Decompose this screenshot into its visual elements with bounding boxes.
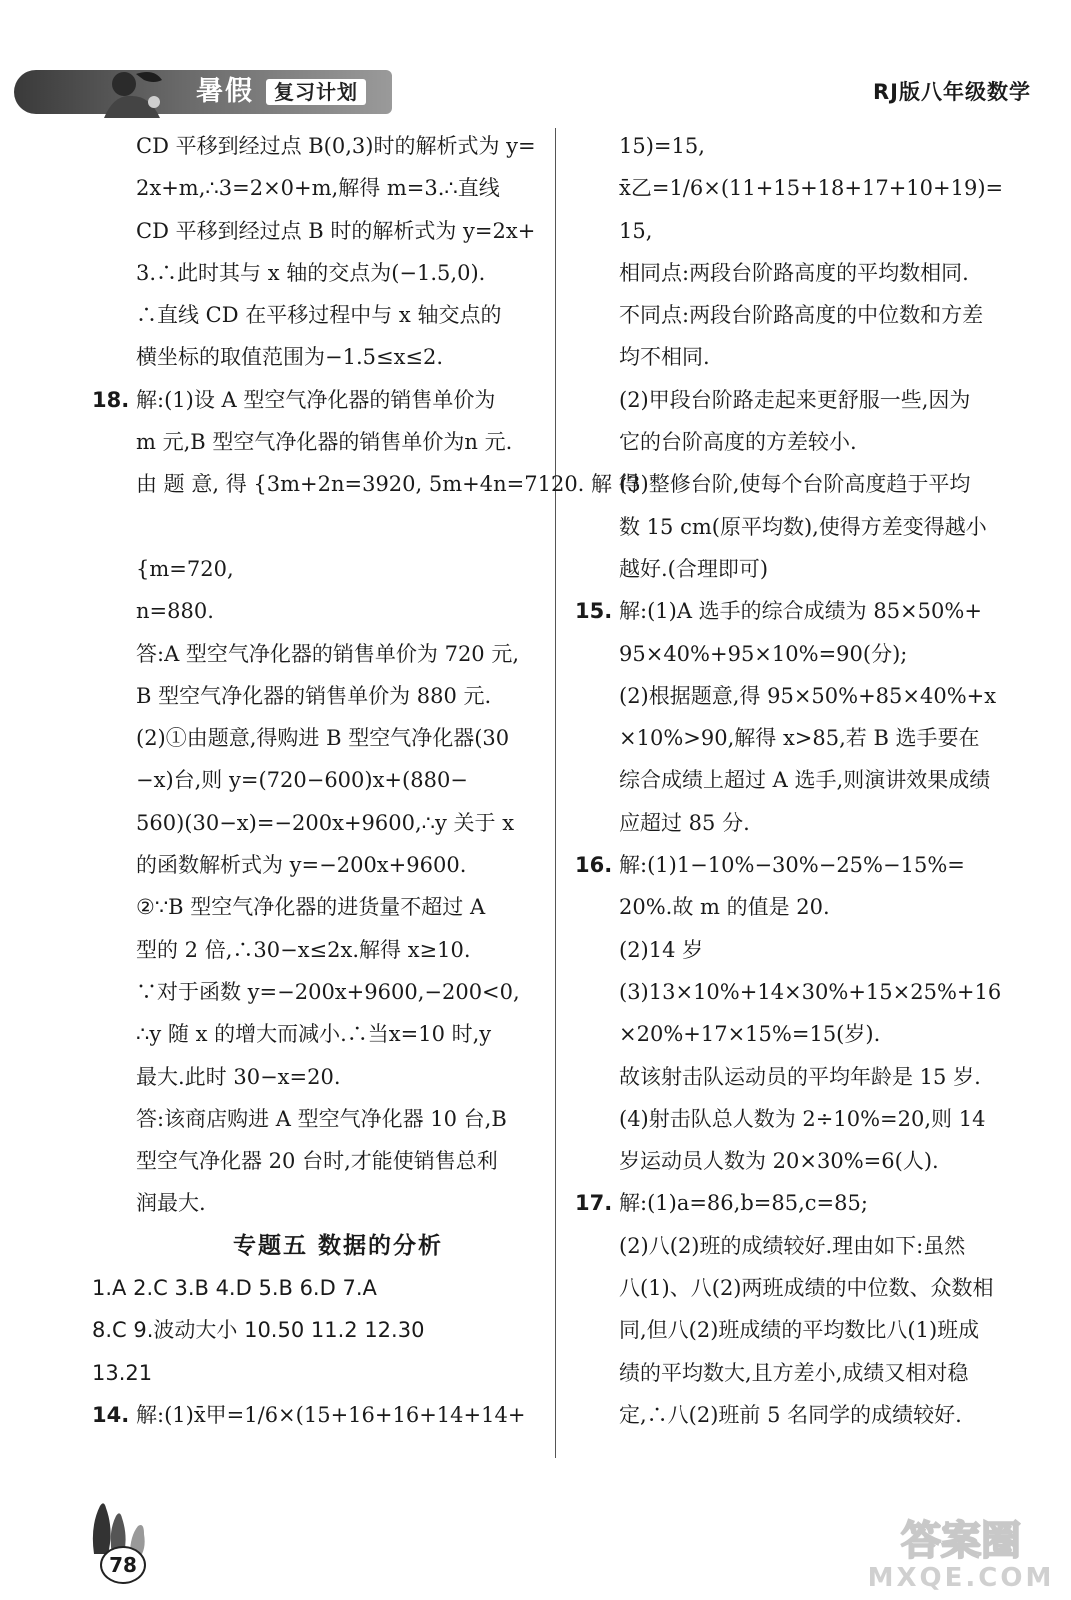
text-line xyxy=(575,167,1031,209)
text-line xyxy=(575,1013,1031,1055)
line-text: (2)①由题意,得购进 B 型空气净化器(30 xyxy=(136,726,510,751)
line-text: 它的台阶高度的方差较小. xyxy=(619,430,857,455)
line-text: 专题五 数据的分析 xyxy=(232,1232,443,1259)
line-text: m 元,B 型空气净化器的销售单价为n 元. xyxy=(136,430,513,455)
text-line xyxy=(575,633,1031,675)
text-line xyxy=(575,1098,1031,1140)
line-text: CD 平移到经过点 B(0,3)时的解析式为 y= xyxy=(136,134,536,158)
text-line xyxy=(92,675,540,717)
line-text: 解:(1)A 选手的综合成绩为 85×50%+ xyxy=(619,599,982,624)
line-text: (2)八(2)班的成绩较好.理由如下:虽然 xyxy=(619,1233,966,1258)
line-text: 由 题 意, 得 {3m+2n=3920, 5m+4n=7120. 解 得 xyxy=(136,472,640,497)
banner-subtitle: 复习计划 xyxy=(266,79,366,105)
line-text: 最大.此时 30−x=20. xyxy=(136,1064,341,1089)
line-text: 95×40%+95×10%=90(分); xyxy=(619,641,908,666)
line-text: ×20%+17×15%=15(岁). xyxy=(619,1022,881,1047)
text-line xyxy=(92,125,540,167)
text-line xyxy=(575,1309,1031,1351)
line-text: 相同点:两段台阶路高度的平均数相同. xyxy=(619,260,969,285)
text-line xyxy=(92,1056,540,1098)
text-line xyxy=(92,1309,540,1351)
line-text: 横坐标的取值范围为−1.5≤x≤2. xyxy=(136,345,444,370)
text-line xyxy=(92,1394,540,1436)
line-text: 润最大. xyxy=(136,1191,206,1216)
line-text: (4)射击队总人数为 2÷10%=20,则 14 xyxy=(619,1106,986,1131)
question-number: 14. xyxy=(92,1402,130,1427)
text-line xyxy=(575,421,1031,463)
text-line xyxy=(92,252,540,294)
text-line xyxy=(575,336,1031,378)
text-line xyxy=(575,802,1031,844)
text-line xyxy=(575,759,1031,801)
line-text: 的函数解析式为 y=−200x+9600. xyxy=(136,853,467,878)
line-text: 综合成绩上超过 A 选手,则演讲效果成绩 xyxy=(619,768,991,793)
text-line xyxy=(575,844,1031,886)
text-line xyxy=(92,759,540,801)
banner-title: 暑假 xyxy=(196,76,254,107)
text-line xyxy=(575,1225,1031,1267)
line-text: ×10%>90,解得 x>85,若 B 选手要在 xyxy=(619,726,980,751)
line-text: 答:A 型空气净化器的销售单价为 720 元, xyxy=(136,641,520,666)
text-line xyxy=(575,1394,1031,1436)
text-line xyxy=(92,548,540,590)
text-line xyxy=(92,717,540,759)
line-text: 20%.故 m 的值是 20. xyxy=(619,895,830,920)
section-title xyxy=(92,1225,540,1267)
text-line xyxy=(575,210,1031,252)
text-line xyxy=(92,1182,540,1224)
line-text: x̄乙=1/6×(11+15+18+17+10+19)= xyxy=(619,176,1004,201)
text-line xyxy=(575,379,1031,421)
text-line xyxy=(92,336,540,378)
line-text: ∴直线 CD 在平移过程中与 x 轴交点的 xyxy=(136,303,502,328)
line-text: {m=720, xyxy=(136,556,234,581)
watermark-logo-icon xyxy=(863,1508,1059,1592)
line-text: 八(1)、八(2)两班成绩的中位数、众数相 xyxy=(619,1276,994,1301)
text-line xyxy=(575,1352,1031,1394)
text-line xyxy=(575,252,1031,294)
text-line xyxy=(92,1352,540,1394)
text-line xyxy=(92,1267,540,1309)
text-line xyxy=(92,590,540,632)
line-text: 解:(1)x̄甲=1/6×(15+16+16+14+14+ xyxy=(136,1402,526,1427)
edition-label: RJ版八年级数学 xyxy=(873,80,1031,104)
line-text: 同,但八(2)班成绩的平均数比八(1)班成 xyxy=(619,1318,980,1343)
line-text: 数 15 cm(原平均数),使得方差变得越小 xyxy=(619,514,987,539)
line-text: 定,∴八(2)班前 5 名同学的成绩较好. xyxy=(619,1402,962,1427)
text-line xyxy=(575,506,1031,548)
text-line xyxy=(92,421,540,463)
line-text: B 型空气净化器的销售单价为 880 元. xyxy=(136,683,492,708)
student-illustration-icon xyxy=(84,66,180,118)
text-line xyxy=(575,1056,1031,1098)
question-number: 16. xyxy=(575,853,613,878)
page-number: 78 xyxy=(100,1546,146,1584)
line-text: 15, xyxy=(619,218,653,243)
text-line xyxy=(92,294,540,336)
line-text: 型的 2 倍,∴30−x≤2x.解得 x≥10. xyxy=(136,937,471,962)
text-line xyxy=(575,675,1031,717)
right-column xyxy=(575,125,1031,1436)
question-number: 15. xyxy=(575,599,613,624)
text-line xyxy=(575,886,1031,928)
text-line xyxy=(92,463,640,505)
line-text: 答:该商店购进 A 型空气净化器 10 台,B xyxy=(136,1106,507,1131)
line-text: (2)14 岁 xyxy=(619,937,704,962)
line-text: n=880. xyxy=(136,599,214,624)
text-line xyxy=(92,210,540,252)
line-text: 解:(1)1−10%−30%−25%−15%= xyxy=(619,853,965,878)
text-line xyxy=(92,929,540,971)
text-line xyxy=(575,1182,1031,1224)
line-text: −x)台,则 y=(720−600)x+(880− xyxy=(136,768,468,793)
line-text: (2)根据题意,得 95×50%+85×40%+x xyxy=(619,683,997,708)
line-text: 15)=15, xyxy=(619,134,705,158)
text-line xyxy=(92,971,540,1013)
text-line xyxy=(92,1013,540,1055)
text-line xyxy=(92,844,540,886)
text-line xyxy=(92,167,540,209)
line-text: ∵对于函数 y=−200x+9600,−200<0, xyxy=(136,979,520,1004)
line-text: ②∵B 型空气净化器的进货量不超过 A xyxy=(136,895,486,920)
line-text: ∴y 随 x 的增大而减小.∴当x=10 时,y xyxy=(136,1022,492,1047)
question-number: 18. xyxy=(92,387,130,412)
text-line xyxy=(575,125,1031,167)
text-line xyxy=(92,633,540,675)
text-line xyxy=(92,1140,540,1182)
text-line xyxy=(92,886,540,928)
line-text: 2x+m,∴3=2×0+m,解得 m=3.∴直线 xyxy=(136,176,500,201)
text-line xyxy=(575,717,1031,759)
line-text: (2)甲段台阶路走起来更舒服一些,因为 xyxy=(619,387,971,412)
line-text: 560)(30−x)=−200x+9600,∴y 关于 x xyxy=(136,810,515,835)
text-line xyxy=(575,1140,1031,1182)
line-text: 3.∴此时其与 x 轴的交点为(−1.5,0). xyxy=(136,260,486,285)
text-line xyxy=(575,929,1031,971)
line-text: 8.C 9.波动大小 10.50 11.2 12.30 xyxy=(92,1318,425,1343)
line-text: 1.A 2.C 3.B 4.D 5.B 6.D 7.A xyxy=(92,1276,377,1301)
line-text: (3)整修台阶,使每个台阶高度趋于平均 xyxy=(619,472,971,497)
text-line xyxy=(575,971,1031,1013)
text-line xyxy=(575,590,1031,632)
line-text: 均不相同. xyxy=(619,345,710,370)
line-text: 型空气净化器 20 台时,才能使销售总利 xyxy=(136,1149,498,1174)
line-text: 应超过 85 分. xyxy=(619,810,750,835)
text-line xyxy=(575,463,1031,505)
line-text: 解:(1)a=86,b=85,c=85; xyxy=(619,1191,868,1216)
text-line xyxy=(575,294,1031,336)
text-line xyxy=(92,379,540,421)
text-line xyxy=(92,802,540,844)
line-text: 解:(1)设 A 型空气净化器的销售单价为 xyxy=(136,387,496,412)
line-text: 岁运动员人数为 20×30%=6(人). xyxy=(619,1149,939,1174)
line-text: (3)13×10%+14×30%+15×25%+16 xyxy=(619,979,1002,1004)
text-line xyxy=(575,548,1031,590)
line-text: 越好.(合理即可) xyxy=(619,556,769,581)
line-text: 不同点:两段台阶路高度的中位数和方差 xyxy=(619,303,984,328)
question-number: 17. xyxy=(575,1191,613,1216)
line-text: CD 平移到经过点 B 时的解析式为 y=2x+ xyxy=(136,218,536,243)
line-text: 13.21 xyxy=(92,1360,153,1385)
text-line xyxy=(92,506,540,548)
watermark-text: 答案圈 xyxy=(901,1518,1021,1564)
line-text: 绩的平均数大,且方差小,成绩又相对稳 xyxy=(619,1360,969,1385)
column-divider xyxy=(555,128,556,1458)
line-text: 故该射击队运动员的平均年龄是 15 岁. xyxy=(619,1064,981,1089)
text-line xyxy=(92,1098,540,1140)
watermark-url: MXQE.COM xyxy=(867,1563,1055,1593)
text-line xyxy=(575,1267,1031,1309)
